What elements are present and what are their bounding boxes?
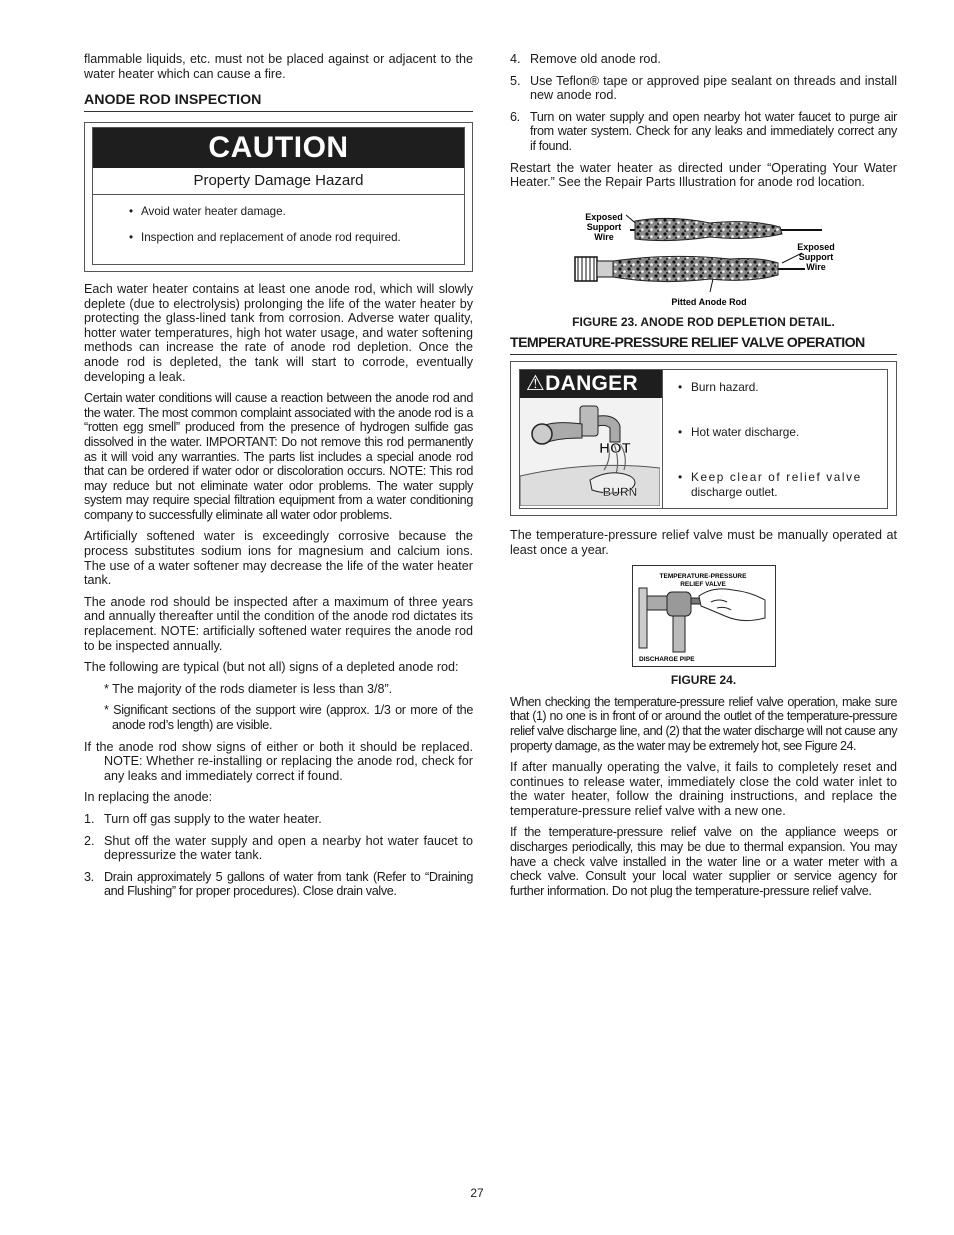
figure-24-caption: FIGURE 24. xyxy=(670,673,737,688)
body-paragraph: Artificially softened water is exceedingly corrosive because the process substitutes sodium ions for magnesium and calcium ions. The use of a water softener may decrease the life of the water heater tank. xyxy=(84,529,473,588)
tp-valve-section-title: TEMPERATURE-PRESSURE RELIEF VALVE OPERATION xyxy=(510,336,897,355)
hot-label: HOT xyxy=(599,439,631,457)
sign-item: * The majority of the rods diameter is less than 3/8”. xyxy=(104,681,393,696)
figure-23-caption: FIGURE 23. ANODE ROD DEPLETION DETAIL. xyxy=(572,314,835,329)
anode-section-title: ANODE ROD INSPECTION xyxy=(84,93,473,112)
svg-text:Support: Support xyxy=(798,251,834,262)
relief-valve xyxy=(667,592,691,616)
warning-triangle-icon: ⚠ xyxy=(526,371,546,395)
danger-item: • Burn hazard. xyxy=(691,380,879,395)
anode-rod-figure xyxy=(510,197,897,309)
danger-box xyxy=(510,361,897,516)
list-item: 4. Remove old anode rod. xyxy=(510,52,661,66)
pitted-rod-bottom xyxy=(613,256,778,281)
danger-list xyxy=(663,370,887,508)
page-number: 27 xyxy=(470,1186,484,1200)
body-paragraph: The temperature-pressure relief valve must be manually operated at least once a year. xyxy=(510,527,897,557)
list-item: 2. Shut off the water supply and open a nearby hot water faucet to depressurize the water tank. xyxy=(84,833,473,863)
danger-item: • Hot water discharge. xyxy=(691,425,879,440)
body-paragraph: If the temperature-pressure relief valve on the appliance weeps or discharges periodically, this may be due to thermal expansion. You may have a check valve installed in the water line or a water meter with a check valve. Consult your local water supplier or service agency for further information. Do not plug the temperature-pressure relief valve. xyxy=(510,825,897,898)
depleted-rod-top xyxy=(635,218,782,240)
caution-list xyxy=(93,195,464,264)
body-paragraph: Each water heater contains at least one anode rod, which will slowly deplete (due to electrolysis) prolonging the life of the water heater by protecting the glass-lined tank from corrosion. Adverse water quality, hotter water temperatures, high hot water usage, and water softening methods can increase the rate of anode rod depletion. Once the anode rod is depleted, the tank will start to corrode, eventually developing a leak. xyxy=(84,281,473,384)
tank-wall xyxy=(639,588,647,648)
svg-text:RELIEF VALVE: RELIEF VALVE xyxy=(679,581,726,589)
body-paragraph: Certain water conditions will cause a reaction between the anode rod and the water. The most common complaint associated with the anode rod is a “rotten egg smell” produced from the presence of hydrogen sulfide gas dissolved in the water. IMPORTANT: Do not remove this rod permanently as it will void any warranties. The parts list includes a special anode rod that can be ordered if water odor or discoloration occurs. NOTE: This rod may reduce but not eliminate water odor problems. The water supply system may require special filtration equipment from a water conditioning company to successfully eliminate all water odor problems. xyxy=(84,391,473,522)
danger-label: ⚠DANGER xyxy=(520,370,662,398)
list-item: 5. Use Teflon® tape or approved pipe sealant on threads and install new anode rod. xyxy=(510,73,897,103)
tp-valve-figure xyxy=(632,565,776,667)
body-paragraph: If the anode rod show signs of either or both it should be replaced. NOTE: Whether re-installing or replacing the anode rod, check for any leaks and immediately correct if found. xyxy=(84,739,473,783)
svg-text:Wire: Wire xyxy=(594,231,614,242)
label-exposed-wire-top: Exposed xyxy=(585,211,623,222)
list-item: 3. Drain approximately 5 gallons of water from tank (Refer to “Draining and Flushing” for proper procedures). Close drain valve. xyxy=(84,869,473,899)
body-paragraph: Restart the water heater as directed under “Operating Your Water Heater.” See the Repair Parts Illustration for anode rod location. xyxy=(510,160,897,190)
body-paragraph: When checking the temperature-pressure relief valve operation, make sure that (1) no one is in front of or around the outlet of the temperature-pressure relief valve discharge line, and (2) that the water discharge will not cause any property damage, as the water may be extremely hot, see Figure 24. xyxy=(510,694,897,753)
body-paragraph: The following are typical (but not all) signs of a depleted anode rod: xyxy=(84,660,459,675)
burn-label: BURN xyxy=(602,484,638,499)
svg-text:Wire: Wire xyxy=(806,261,826,272)
left-column xyxy=(84,52,473,906)
hot-water-burn-illustration xyxy=(520,398,660,506)
list-item: 6. Turn on water supply and open nearby hot water faucet to purge air from water system. Check for any leaks and immediately correct any if found. xyxy=(510,109,897,153)
caution-title: CAUTION xyxy=(93,128,464,168)
caution-item: • Avoid water heater damage. xyxy=(141,205,464,220)
body-paragraph: In replacing the anode: xyxy=(84,790,213,805)
label-exposed-wire-right: Exposed xyxy=(797,241,835,252)
danger-item: • Keep clear of relief valve discharge outlet. xyxy=(691,470,879,500)
label-tp-valve: TEMPERATURE-PRESSURE xyxy=(659,573,746,581)
sign-item: * Significant sections of the support wire (approx. 1/3 or more of the anode rod’s length) are visible. xyxy=(104,703,473,732)
hand-icon xyxy=(699,589,765,621)
label-discharge-pipe: DISCHARGE PIPE xyxy=(638,656,695,664)
caution-item: • Inspection and replacement of anode rod required. xyxy=(141,231,464,246)
discharge-pipe xyxy=(673,616,685,652)
label-pitted-anode-rod: Pitted Anode Rod xyxy=(671,296,747,307)
body-paragraph: If after manually operating the valve, it fails to completely reset and continues to release water, immediately close the cold water inlet to the water heater, follow the draining instructions, and replace the temperature-pressure relief valve with a new one. xyxy=(510,760,897,818)
svg-text:Support: Support xyxy=(586,221,622,232)
caution-subtitle: Property Damage Hazard xyxy=(93,168,464,195)
caution-box xyxy=(84,122,473,272)
body-paragraph: The anode rod should be inspected after a maximum of three years and annually thereafter until the condition of the anode rod dictates its replacement. NOTE: artificially softened water requires the anode rod to be inspected annually. xyxy=(84,594,473,653)
right-column xyxy=(510,52,897,905)
list-item: 1. Turn off gas supply to the water heater. xyxy=(84,811,322,826)
intro-paragraph: flammable liquids, etc. must not be placed against or adjacent to the water heater which can cause a fire. xyxy=(84,52,473,81)
